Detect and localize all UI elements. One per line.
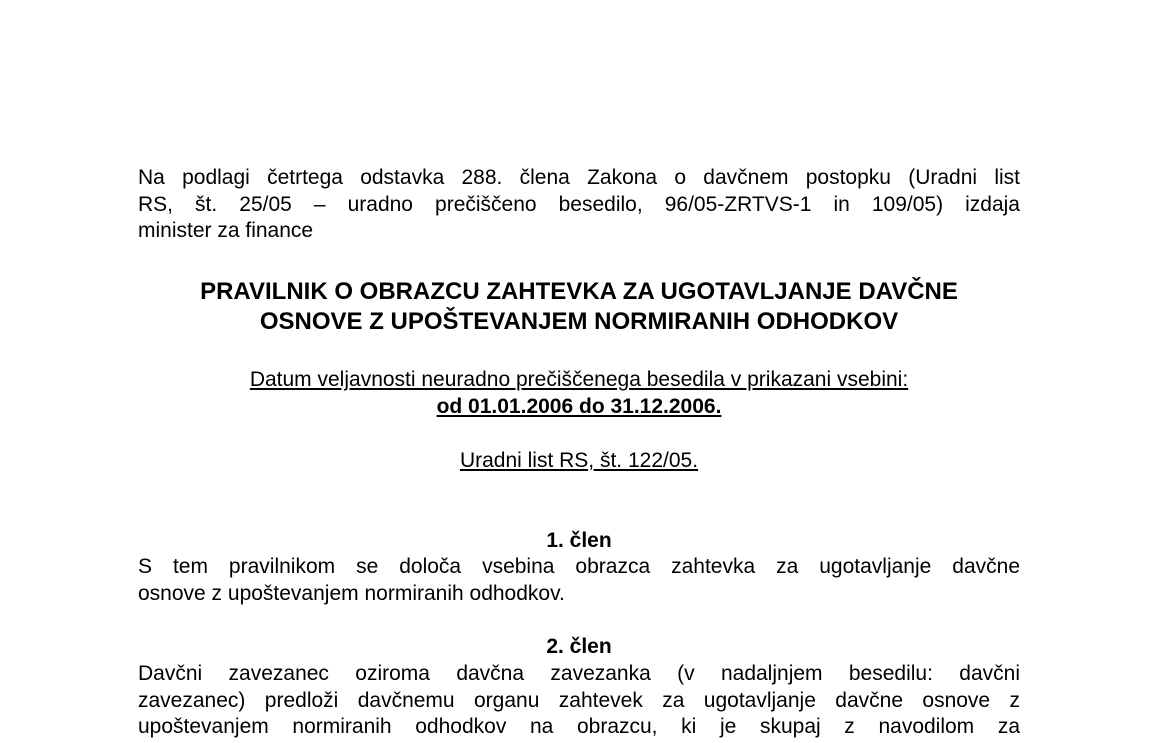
- article-line: osnove z upoštevanjem normiranih odhodkov.: [138, 581, 565, 605]
- article-heading-text: 1. člen: [546, 529, 612, 552]
- article-2-body: [138, 661, 1020, 741]
- preamble-paragraph: [138, 165, 1020, 245]
- validity-notice: [138, 367, 1020, 420]
- document-title: [138, 277, 1020, 337]
- gazette-text: Uradni list RS, št. 122/05.: [459, 449, 699, 472]
- title-line: PRAVILNIK O OBRAZCU ZAHTEVKA ZA UGOTAVLJANJE DAVČNE: [200, 278, 958, 305]
- preamble-line: minister za finance: [138, 219, 314, 242]
- article-line: Davčni zavezanec oziroma davčna zavezanka (v nadaljnjem besedilu: davčni: [138, 662, 1020, 685]
- validity-label: Datum veljavnosti neuradno prečiščenega besedila v prikazani vsebini:: [249, 368, 909, 391]
- article-1-body: [138, 554, 1020, 607]
- article-line: upoštevanjem normiranih odhodkov na obrazcu, ki je skupaj z navodilom za: [138, 715, 1020, 738]
- article-heading-text: 2. člen: [546, 635, 612, 658]
- validity-range: od 01.01.2006 do 31.12.2006.: [436, 394, 722, 418]
- article-line: S tem pravilnikom se določa vsebina obrazca zahtevka za ugotavljanje davčne: [138, 555, 1020, 578]
- article-1-heading: [138, 528, 1020, 555]
- gazette-reference: [138, 448, 1020, 475]
- preamble-line: RS, št. 25/05 – uradno prečiščeno besedilo, 96/05-ZRTVS-1 in 109/05) izdaja: [138, 192, 1020, 216]
- title-line: OSNOVE Z UPOŠTEVANJEM NORMIRANIH ODHODKOV: [259, 308, 899, 335]
- preamble-line: Na podlagi četrtega odstavka 288. člena Zakona o davčnem postopku (Uradni list: [138, 166, 1020, 189]
- article-2-heading: [138, 634, 1020, 661]
- article-line: zavezanec) predloži davčnemu organu zahtevek za ugotavljanje davčne osnove z: [138, 688, 1020, 712]
